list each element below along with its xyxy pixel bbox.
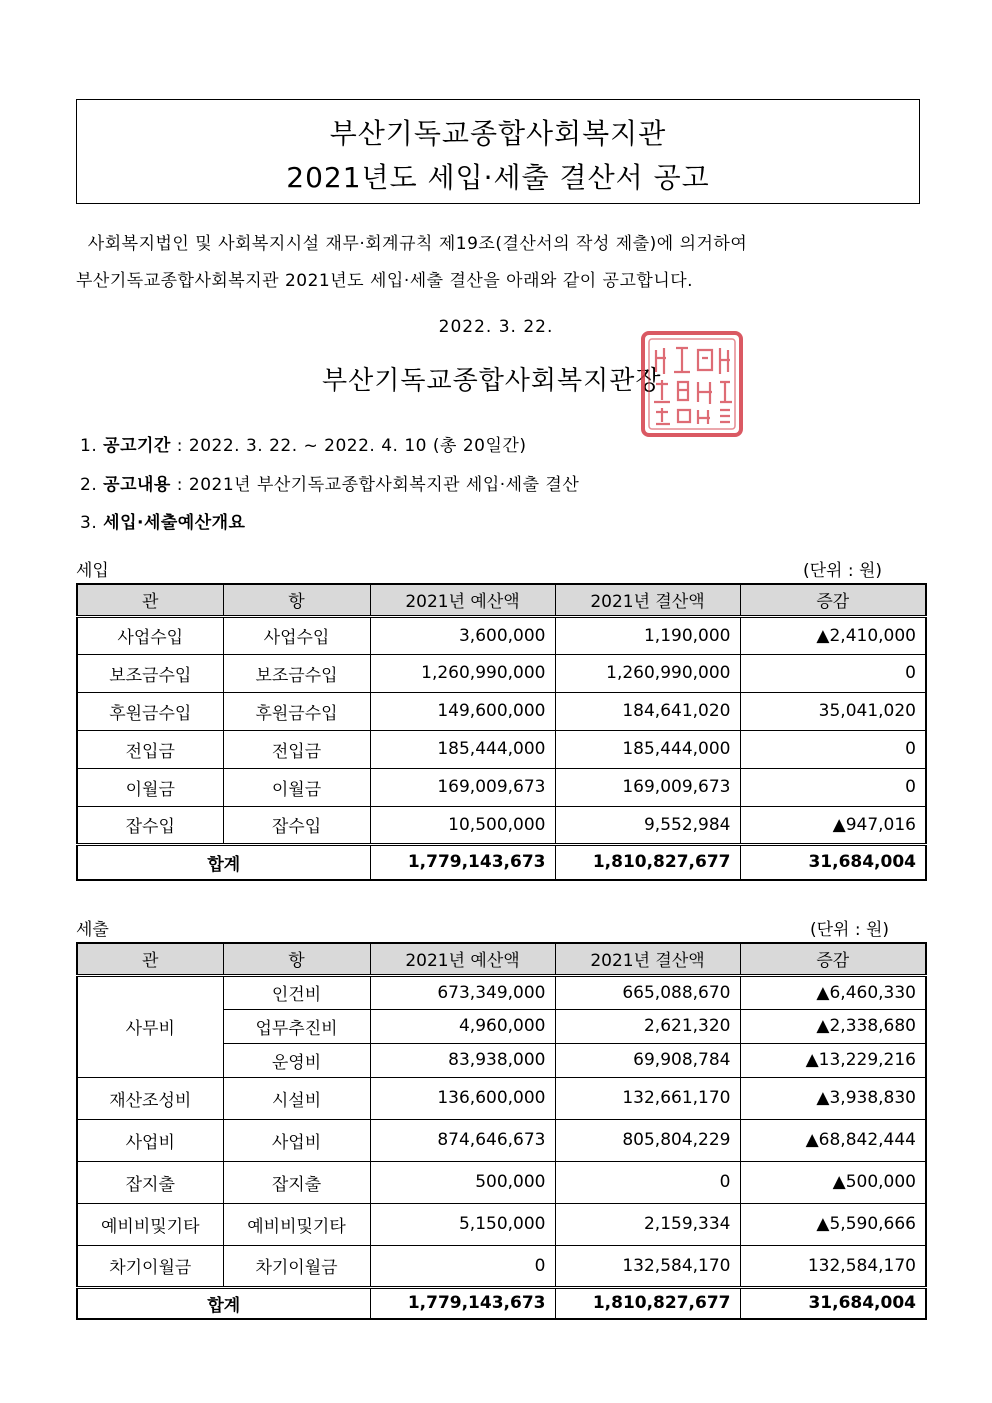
cell-budget: 0 [370,1245,555,1287]
cell-change: ▲947,016 [740,806,926,844]
item-text: : 2021년 부산기독교종합사회복지관 세입·세출 결산 [170,475,580,495]
cell-gwan: 잡수입 [77,806,223,844]
cell-gwan-group: 사무비 [77,975,223,1077]
cell-settlement: 69,908,784 [555,1043,740,1077]
total-settlement: 1,810,827,677 [555,1287,740,1319]
header-change: 증감 [740,943,926,975]
announcement-date: 2022. 3. 22. [438,317,554,337]
table-row [77,730,926,768]
table-row [77,1161,926,1203]
cell-gwan: 사업수입 [77,616,223,654]
cell-settlement: 184,641,020 [555,692,740,730]
document-subtitle: 2021년도 세입·세출 결산서 공고 [286,161,710,194]
cell-settlement: 0 [555,1161,740,1203]
cell-budget: 83,938,000 [370,1043,555,1077]
item-number: 2. [80,475,98,495]
revenue-label: 세입 [76,561,109,581]
cell-settlement: 805,804,229 [555,1119,740,1161]
item-notice-content [80,470,579,495]
title-box [76,99,920,204]
cell-gwan: 재산조성비 [77,1077,223,1119]
revenue-table [76,583,927,881]
cell-settlement: 1,260,990,000 [555,654,740,692]
header-hang: 항 [223,943,370,975]
cell-budget: 149,600,000 [370,692,555,730]
cell-change: 0 [740,654,926,692]
cell-gwan: 전입금 [77,730,223,768]
signatory: 부산기독교종합사회복지관장 [322,366,662,396]
header-settlement: 2021년 결산액 [555,584,740,616]
cell-change: ▲2,338,680 [740,1009,926,1043]
item-label: 공고내용 [103,475,171,495]
cell-settlement: 1,190,000 [555,616,740,654]
cell-budget: 136,600,000 [370,1077,555,1119]
cell-budget: 10,500,000 [370,806,555,844]
cell-gwan: 예비비및기타 [77,1203,223,1245]
total-row [77,844,926,880]
cell-settlement: 2,159,334 [555,1203,740,1245]
cell-hang: 잡수입 [223,806,370,844]
header-hang: 항 [223,584,370,616]
total-budget: 1,779,143,673 [370,1287,555,1319]
total-change: 31,684,004 [740,844,926,880]
cell-hang: 업무추진비 [223,1009,370,1043]
cell-budget: 169,009,673 [370,768,555,806]
item-label: 세입·세출예산개요 [103,513,246,533]
header-gwan: 관 [77,584,223,616]
expenditure-table [76,942,927,1320]
intro-line-2: 부산기독교종합사회복지관 2021년도 세입·세출 결산을 아래와 같이 공고합니다. [76,271,694,291]
total-budget: 1,779,143,673 [370,844,555,880]
cell-settlement: 2,621,320 [555,1009,740,1043]
cell-hang: 사업비 [223,1119,370,1161]
table-row [77,616,926,654]
cell-gwan: 차기이월금 [77,1245,223,1287]
cell-hang: 예비비및기타 [223,1203,370,1245]
revenue-unit: (단위 : 원) [803,561,883,581]
cell-hang: 보조금수입 [223,654,370,692]
header-budget: 2021년 예산액 [370,943,555,975]
official-seal-stamp [640,330,744,438]
total-label: 합계 [77,844,370,880]
cell-hang: 이월금 [223,768,370,806]
header-gwan: 관 [77,943,223,975]
cell-change: ▲5,590,666 [740,1203,926,1245]
cell-settlement: 9,552,984 [555,806,740,844]
header-budget: 2021년 예산액 [370,584,555,616]
item-number: 1. [80,436,98,456]
cell-change: 0 [740,768,926,806]
cell-gwan: 이월금 [77,768,223,806]
cell-change: 132,584,170 [740,1245,926,1287]
cell-change: ▲13,229,216 [740,1043,926,1077]
table-row [77,975,926,1009]
cell-change: ▲6,460,330 [740,975,926,1009]
total-settlement: 1,810,827,677 [555,844,740,880]
table-row [77,768,926,806]
table-row [77,654,926,692]
cell-settlement: 185,444,000 [555,730,740,768]
cell-hang: 전입금 [223,730,370,768]
cell-settlement: 169,009,673 [555,768,740,806]
cell-budget: 673,349,000 [370,975,555,1009]
cell-budget: 185,444,000 [370,730,555,768]
cell-hang: 차기이월금 [223,1245,370,1287]
item-number: 3. [80,513,98,533]
table-row [77,1203,926,1245]
cell-budget: 1,260,990,000 [370,654,555,692]
cell-gwan: 후원금수입 [77,692,223,730]
cell-hang: 후원금수입 [223,692,370,730]
table-row [77,1077,926,1119]
expenditure-unit: (단위 : 원) [810,920,890,940]
header-settlement: 2021년 결산액 [555,943,740,975]
table-row [77,1119,926,1161]
table-header-row [77,943,926,975]
cell-budget: 5,150,000 [370,1203,555,1245]
header-change: 증감 [740,584,926,616]
item-text: : 2022. 3. 22. ~ 2022. 4. 10 (총 20일간) [170,436,527,456]
cell-gwan: 보조금수입 [77,654,223,692]
cell-budget: 874,646,673 [370,1119,555,1161]
cell-change: ▲3,938,830 [740,1077,926,1119]
cell-change: ▲500,000 [740,1161,926,1203]
table-row [77,1245,926,1287]
cell-settlement: 665,088,670 [555,975,740,1009]
expenditure-label: 세출 [76,920,109,940]
table-row [77,692,926,730]
cell-settlement: 132,584,170 [555,1245,740,1287]
cell-change: 0 [740,730,926,768]
item-budget-overview [80,508,245,533]
item-label: 공고기간 [103,436,171,456]
total-change: 31,684,004 [740,1287,926,1319]
cell-gwan: 잡지출 [77,1161,223,1203]
cell-hang: 운영비 [223,1043,370,1077]
table-row [77,806,926,844]
table-header-row [77,584,926,616]
cell-gwan: 사업비 [77,1119,223,1161]
cell-hang: 잡지출 [223,1161,370,1203]
cell-hang: 사업수입 [223,616,370,654]
cell-change: ▲68,842,444 [740,1119,926,1161]
cell-budget: 4,960,000 [370,1009,555,1043]
cell-hang: 인건비 [223,975,370,1009]
total-label: 합계 [77,1287,370,1319]
cell-budget: 3,600,000 [370,616,555,654]
cell-hang: 시설비 [223,1077,370,1119]
cell-change: 35,041,020 [740,692,926,730]
document-title: 부산기독교종합사회복지관 [329,117,667,150]
total-row [77,1287,926,1319]
intro-line-1: 사회복지법인 및 사회복지시설 재무·회계규칙 제19조(결산서의 작성 제출)에 의거하여 [76,234,748,254]
cell-change: ▲2,410,000 [740,616,926,654]
item-notice-period [80,431,526,456]
cell-settlement: 132,661,170 [555,1077,740,1119]
cell-budget: 500,000 [370,1161,555,1203]
